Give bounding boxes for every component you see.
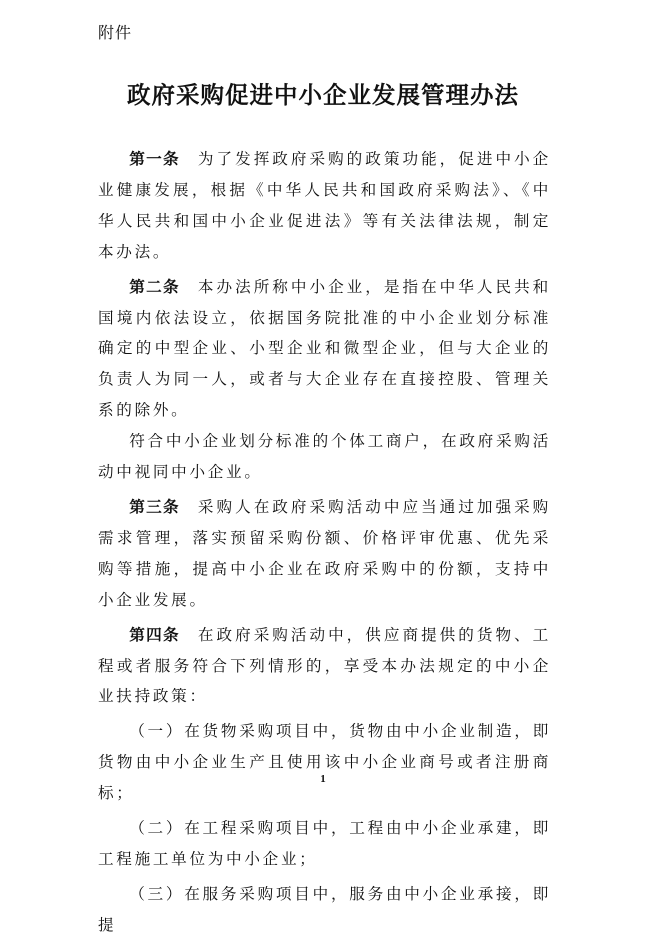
- article-4-label: 第四条: [129, 625, 180, 644]
- article-4-item-1-text: （一）在货物采购项目中，货物由中小企业制造，即货物由中小企业生产且使用该中小企业商号或者注册商标；: [98, 722, 551, 803]
- article-2-label: 第二条: [129, 277, 180, 296]
- article-4-item-3: [98, 879, 551, 941]
- article-2-paragraph: [98, 272, 551, 427]
- article-4-item-2-text: （二）在工程采购项目中，工程由中小企业承建，即工程施工单位为中小企业；: [98, 819, 551, 868]
- article-3-label: 第三条: [129, 497, 180, 516]
- attachment-label: 附件: [98, 23, 133, 42]
- document-body: [98, 144, 551, 941]
- article-4-text: 在政府采购活动中，供应商提供的货物、工程或者服务符合下列情形的，享受本办法规定的中小企业扶持政策：: [98, 625, 551, 706]
- article-1-paragraph: [98, 144, 551, 268]
- article-2-text: 本办法所称中小企业，是指在中华人民共和国境内依法设立，依据国务院批准的中小企业划分标准确定的中型企业、小型企业和微型企业，但与大企业的负责人为同一人，或者与大企业存在直接控股、管理关系的除外。: [98, 277, 551, 420]
- article-3-text: 采购人在政府采购活动中应当通过加强采购需求管理，落实预留采购份额、价格评审优惠、优先采购等措施，提高中小企业在政府采购中的份额，支持中小企业发展。: [98, 497, 551, 609]
- article-2-continuation: [98, 426, 551, 488]
- article-4-item-2: [98, 813, 551, 875]
- article-3-paragraph: [98, 492, 551, 616]
- page-number: 1: [320, 773, 326, 785]
- article-2-continuation-text: 符合中小企业划分标准的个体工商户，在政府采购活动中视同中小企业。: [98, 432, 551, 482]
- article-4-paragraph: [98, 620, 551, 713]
- article-4-item-1: [98, 716, 551, 809]
- article-1-label: 第一条: [129, 150, 180, 168]
- article-4-item-3-text: （三）在服务采购项目中，服务由中小企业承接，即提: [98, 884, 551, 934]
- document-title: 政府采购促进中小企业发展管理办法: [127, 81, 519, 109]
- article-1-text: 为了发挥政府采购的政策功能，促进中小企业健康发展，根据《中华人民共和国政府采购法》、《中华人民共和国中小企业促进法》等有关法律法规，制定本办法。: [98, 150, 551, 261]
